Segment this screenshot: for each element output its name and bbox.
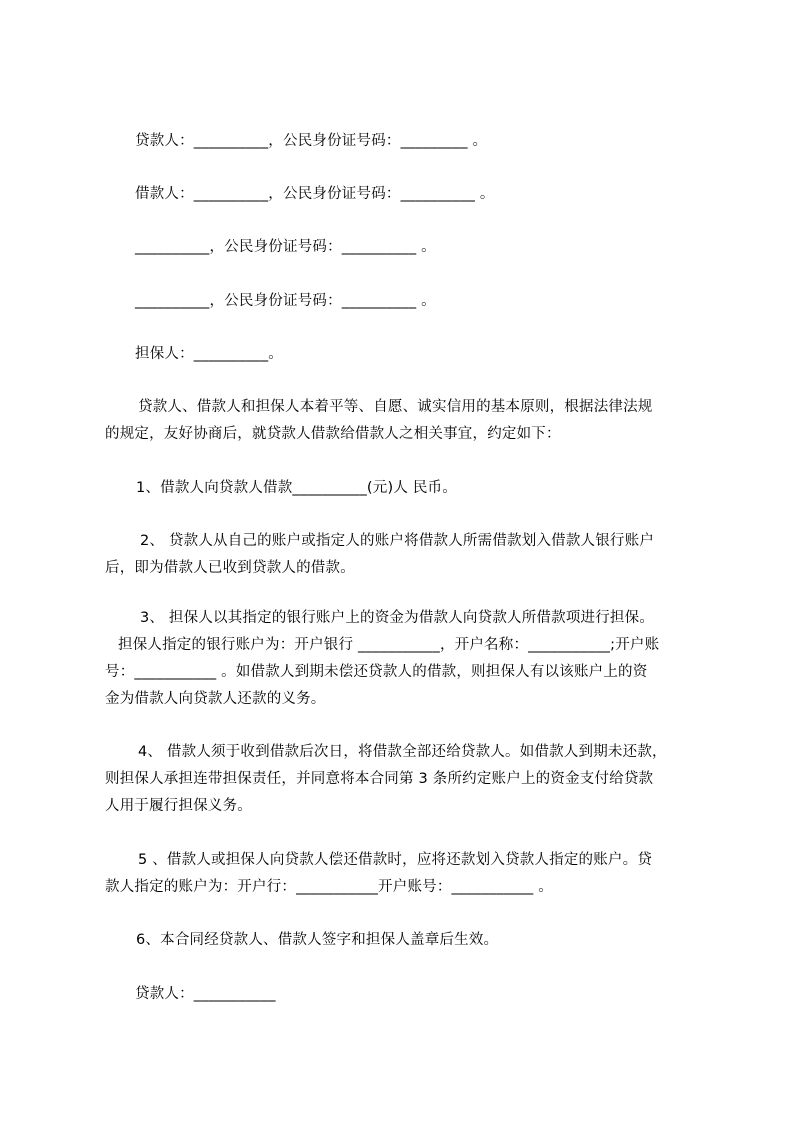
clause-1: 1、借款人向贷款人借款__________(元)人 民币。 xyxy=(136,480,457,496)
preamble-line-2: 的规定，友好协商后，就贷款人借款给借款人之相关事宜，约定如下： xyxy=(105,426,561,442)
clause-3-line-3: 号：___________ 。如借款人到期未偿还贷款人的借款，则担保人有以该账户上的资 xyxy=(105,664,648,680)
clause-4-line-1: 4、 借款人须于收到借款后次日，将借款全部还给贷款人。如借款人到期未还款， xyxy=(138,744,667,760)
clause-2-line-1: 2、 贷款人从自己的账户或指定人的账户将借款人所需借款划入借款人银行账户 xyxy=(140,533,655,549)
clause-3-line-1: 3、 担保人以其指定的银行账户上的资金为借款人向贷款人所借款项进行担保。 xyxy=(140,610,655,626)
clause-4-line-2: 则担保人承担连带担保责任，并同意将本合同第 3 条所约定账户上的资金支付给贷款 xyxy=(105,771,654,787)
clause-3-line-4: 金为借款人向贷款人还款的义务。 xyxy=(105,691,326,707)
party-line-2: __________，公民身份证号码：__________ 。 xyxy=(135,293,436,309)
clause-5-line-1: 5 、借款人或担保人向贷款人偿还借款时，应将还款划入贷款人指定的账户。贷 xyxy=(138,852,653,868)
preamble-line-1: 贷款人、借款人和担保人本着平等、自愿、诚实信用的基本原则，根据法律法规 xyxy=(138,399,653,415)
clause-5-line-2: 款人指定的账户为：开户行：___________开户账号：___________ 。 xyxy=(105,879,554,895)
clause-2-line-2: 后，即为借款人已收到贷款人的借款。 xyxy=(105,560,355,576)
party-line-1: __________，公民身份证号码：__________ 。 xyxy=(135,239,436,255)
lender-line: 贷款人：__________，公民身份证号码：_________ 。 xyxy=(135,133,488,149)
lender-signature-line: 贷款人：___________ xyxy=(135,986,276,1002)
clause-6: 6、本合同经贷款人、借款人签字和担保人盖章后生效。 xyxy=(136,932,499,948)
guarantor-line: 担保人：__________。 xyxy=(135,346,283,362)
borrower-line: 借款人：__________，公民身份证号码：__________ 。 xyxy=(135,186,495,202)
clause-4-line-3: 人用于履行担保义务。 xyxy=(105,798,252,814)
clause-3-line-2: 担保人指定的银行账户为：开户银行 ___________，开户名称：___________;开户账 xyxy=(118,637,660,653)
